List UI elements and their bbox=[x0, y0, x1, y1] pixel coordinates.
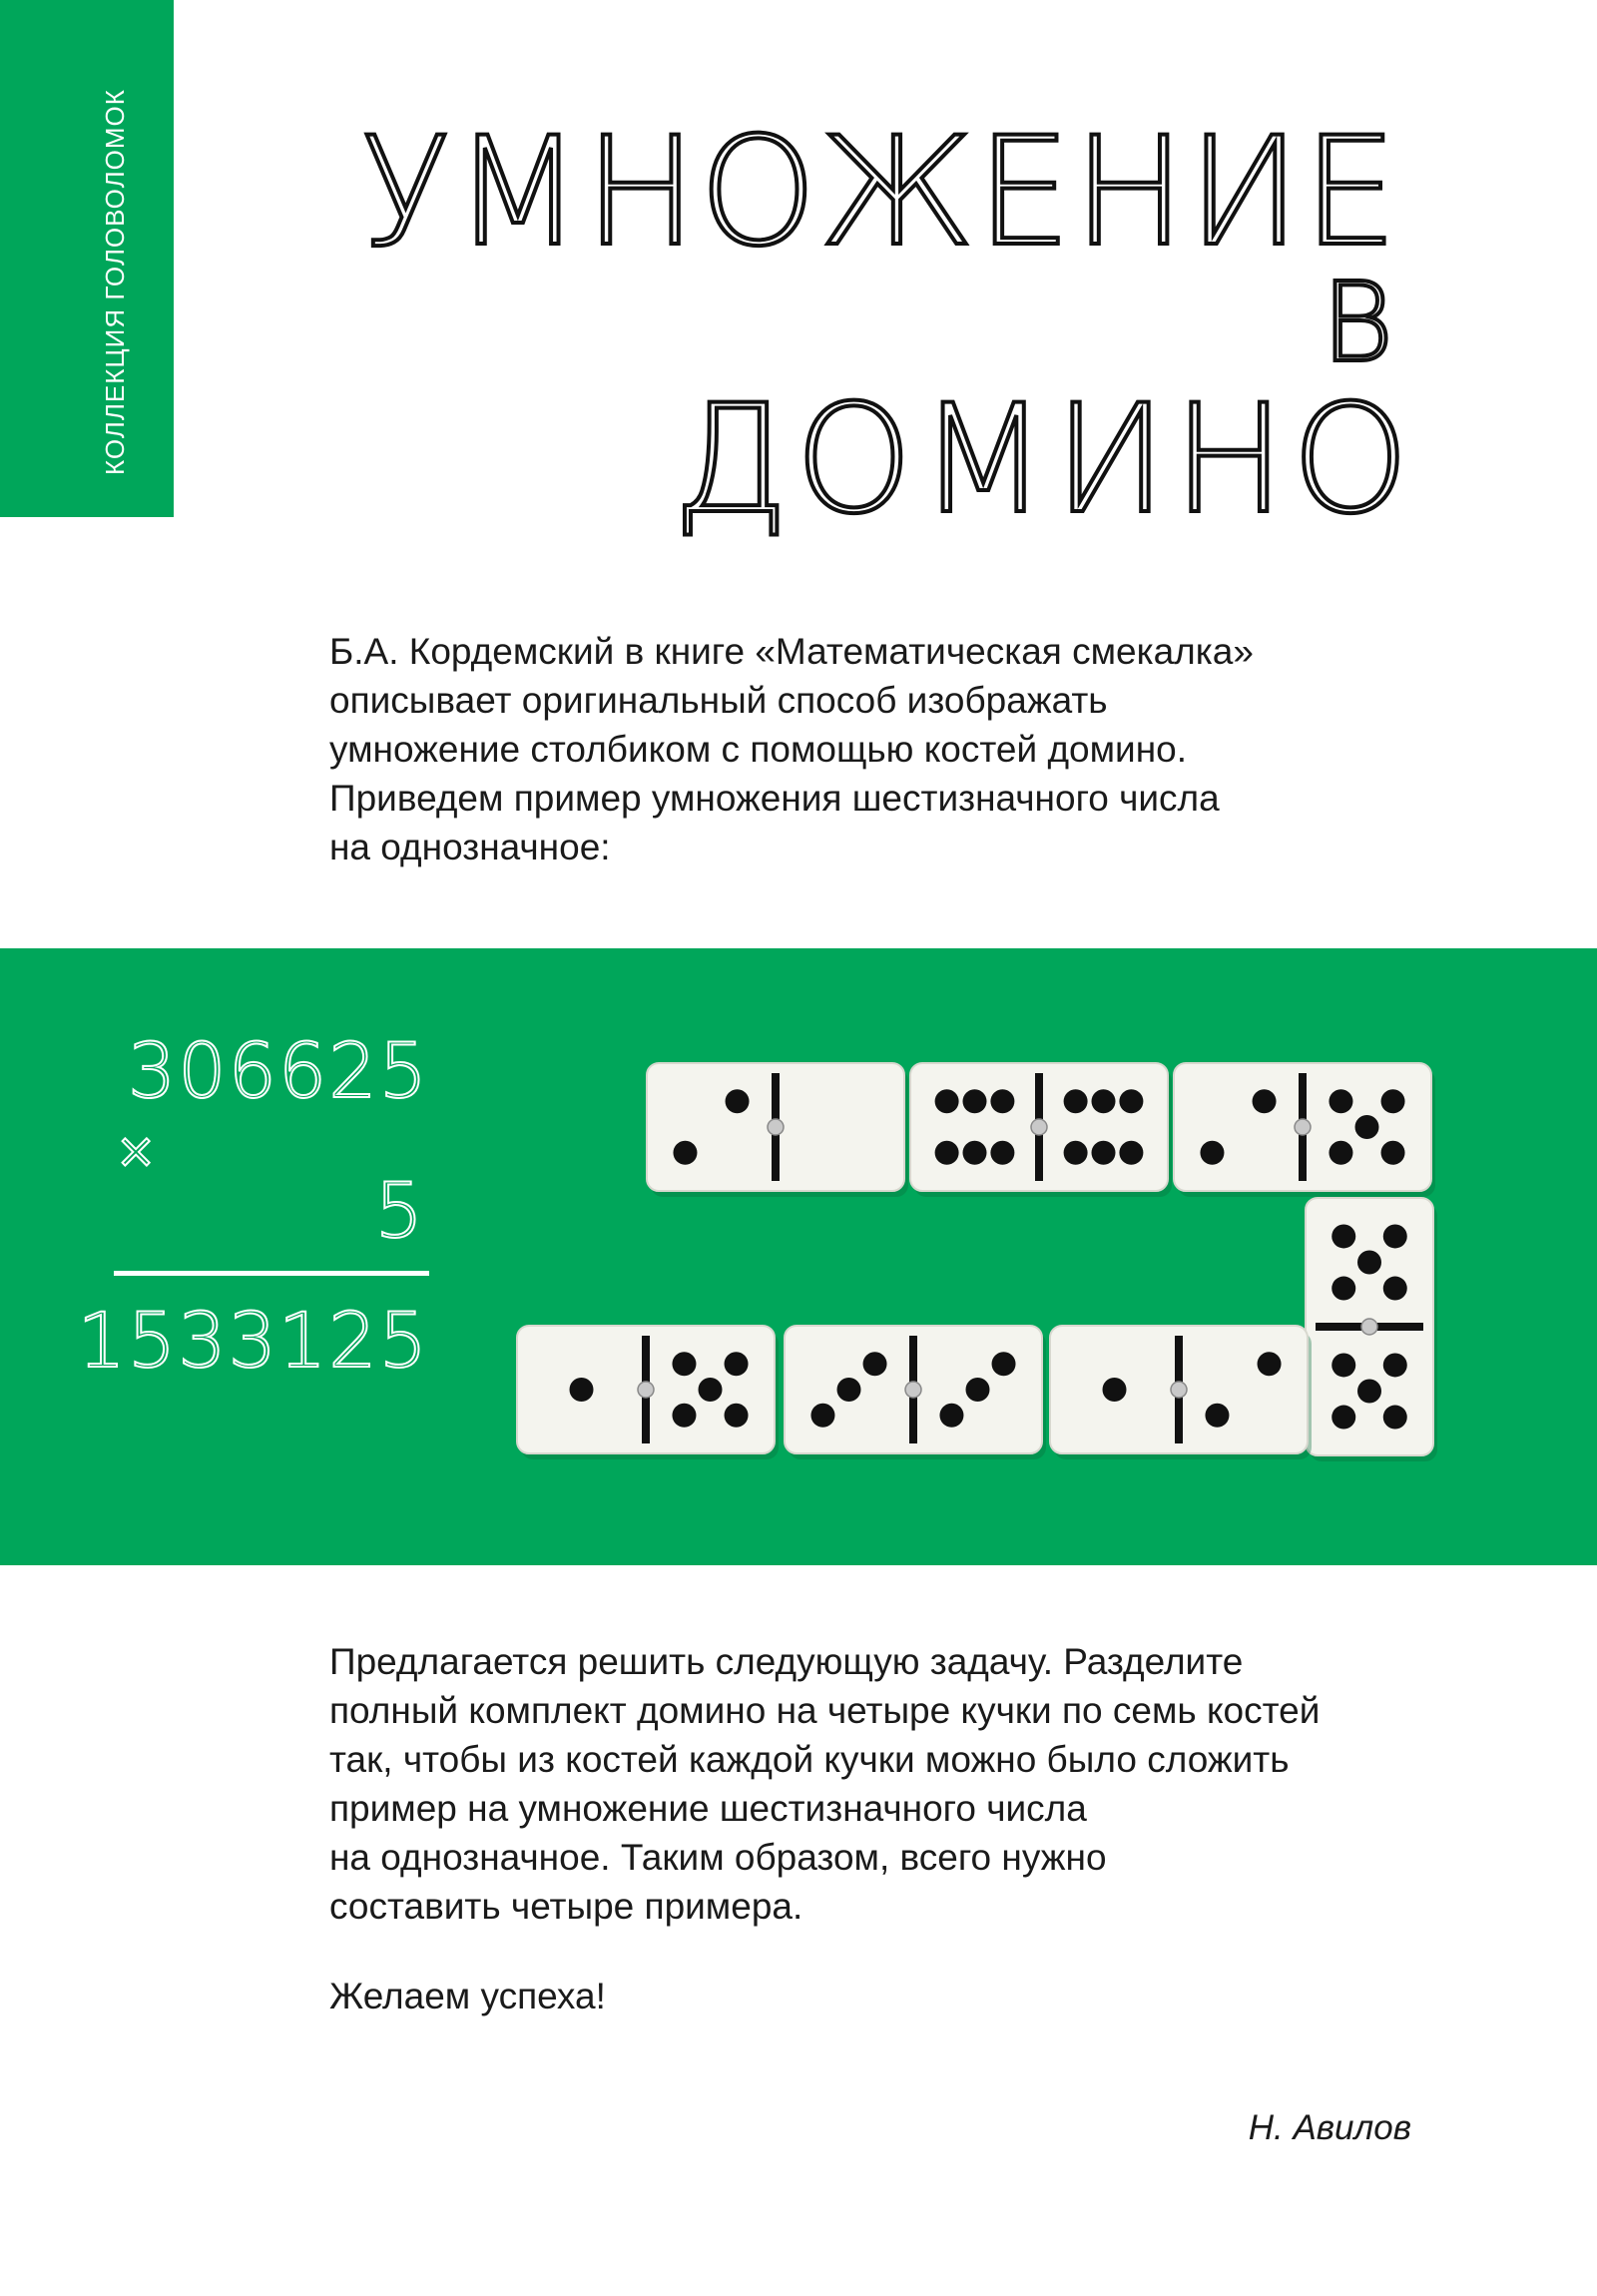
multiplicand: 306625 bbox=[127, 1026, 429, 1115]
domino-pip bbox=[1383, 1224, 1407, 1248]
domino-pin bbox=[1171, 1382, 1187, 1398]
domino-pip bbox=[963, 1141, 987, 1165]
domino-pip bbox=[1205, 1404, 1229, 1428]
domino-pip bbox=[1119, 1089, 1143, 1113]
domino-pip bbox=[1064, 1089, 1088, 1113]
domino-pip bbox=[1253, 1089, 1277, 1113]
domino-pip bbox=[672, 1404, 696, 1428]
domino-pin bbox=[905, 1382, 921, 1398]
domino-pip bbox=[1331, 1277, 1355, 1301]
domino-pip bbox=[1103, 1378, 1127, 1402]
author-name: Н. Авилов bbox=[1248, 2108, 1411, 2147]
domino-pip bbox=[990, 1141, 1014, 1165]
intro-line: Б.А. Кордемский в книге «Математическая смекалка» bbox=[329, 631, 1254, 672]
title-line-1: УМНОЖЕНИЕ bbox=[359, 106, 1399, 280]
domino-pip bbox=[1258, 1352, 1282, 1376]
example-band bbox=[0, 948, 1597, 1565]
intro-line: Приведем пример умножения шестизначного числа bbox=[329, 778, 1220, 819]
article-title bbox=[317, 106, 1415, 547]
domino-pip bbox=[1383, 1277, 1407, 1301]
title-line-2: В bbox=[1321, 259, 1393, 386]
domino-pip bbox=[1357, 1251, 1381, 1275]
domino-pip bbox=[725, 1352, 749, 1376]
domino-pip bbox=[1383, 1353, 1407, 1377]
domino-pin bbox=[768, 1119, 784, 1135]
domino-pin bbox=[1295, 1119, 1311, 1135]
domino-pip bbox=[1119, 1141, 1143, 1165]
task-line: полный комплект домино на четыре кучки по семь костей bbox=[329, 1690, 1321, 1731]
domino-pip bbox=[992, 1352, 1016, 1376]
closing-wish: Желаем успеха! bbox=[329, 1976, 606, 2016]
task-paragraph bbox=[329, 1637, 1457, 1931]
domino-pip bbox=[699, 1378, 723, 1402]
domino-pip bbox=[672, 1352, 696, 1376]
domino-pip bbox=[1329, 1141, 1352, 1165]
collection-label: КОЛЛЕКЦИЯ ГОЛОВОЛОМОК bbox=[100, 89, 130, 475]
domino-pip bbox=[1064, 1141, 1088, 1165]
domino-pin bbox=[1361, 1319, 1377, 1335]
multiply-sign: × bbox=[116, 1123, 157, 1179]
domino-pip bbox=[1357, 1380, 1381, 1404]
domino-pip bbox=[1381, 1089, 1405, 1113]
domino-pip bbox=[1092, 1089, 1116, 1113]
domino-pin bbox=[1031, 1119, 1047, 1135]
domino-pip bbox=[1331, 1224, 1355, 1248]
task-line: на однозначное. Таким образом, всего нужно bbox=[329, 1837, 1107, 1878]
domino-pip bbox=[725, 1404, 749, 1428]
domino-pip bbox=[939, 1404, 963, 1428]
domino-pip bbox=[726, 1089, 750, 1113]
domino-pip bbox=[1331, 1353, 1355, 1377]
task-line: составить четыре примера. bbox=[329, 1886, 803, 1927]
domino-pip bbox=[990, 1089, 1014, 1113]
domino-pip bbox=[1092, 1141, 1116, 1165]
domino-pip bbox=[837, 1378, 861, 1402]
multiplier: 5 bbox=[374, 1166, 425, 1255]
domino-pin bbox=[638, 1382, 654, 1398]
domino-pip bbox=[1383, 1406, 1407, 1430]
task-line: так, чтобы из костей каждой кучки можно было сложить bbox=[329, 1739, 1290, 1780]
domino-pip bbox=[966, 1378, 990, 1402]
task-line: Предлагается решить следующую задачу. Разделите bbox=[329, 1641, 1244, 1682]
intro-line: описывает оригинальный способ изображать bbox=[329, 680, 1108, 721]
domino-pip bbox=[810, 1404, 834, 1428]
domino-pip bbox=[1200, 1141, 1224, 1165]
domino-pip bbox=[1355, 1115, 1379, 1139]
intro-line: умножение столбиком с помощью костей домино. bbox=[329, 729, 1188, 770]
product: 1533125 bbox=[77, 1296, 429, 1385]
intro-paragraph bbox=[329, 627, 1457, 871]
intro-line: на однозначное: bbox=[329, 827, 611, 867]
title-line-3: ДОМИНО bbox=[672, 373, 1415, 547]
domino-pip bbox=[935, 1089, 959, 1113]
collection-side-tab bbox=[0, 0, 174, 517]
domino-pip bbox=[863, 1352, 887, 1376]
domino-pip bbox=[1329, 1089, 1352, 1113]
domino-pip bbox=[673, 1141, 697, 1165]
domino-pip bbox=[935, 1141, 959, 1165]
task-line: пример на умножение шестизначного числа bbox=[329, 1788, 1087, 1829]
domino-pip bbox=[570, 1378, 594, 1402]
domino-layout bbox=[0, 948, 1597, 1565]
domino-pip bbox=[1381, 1141, 1405, 1165]
domino-pip bbox=[1331, 1406, 1355, 1430]
domino-pip bbox=[963, 1089, 987, 1113]
